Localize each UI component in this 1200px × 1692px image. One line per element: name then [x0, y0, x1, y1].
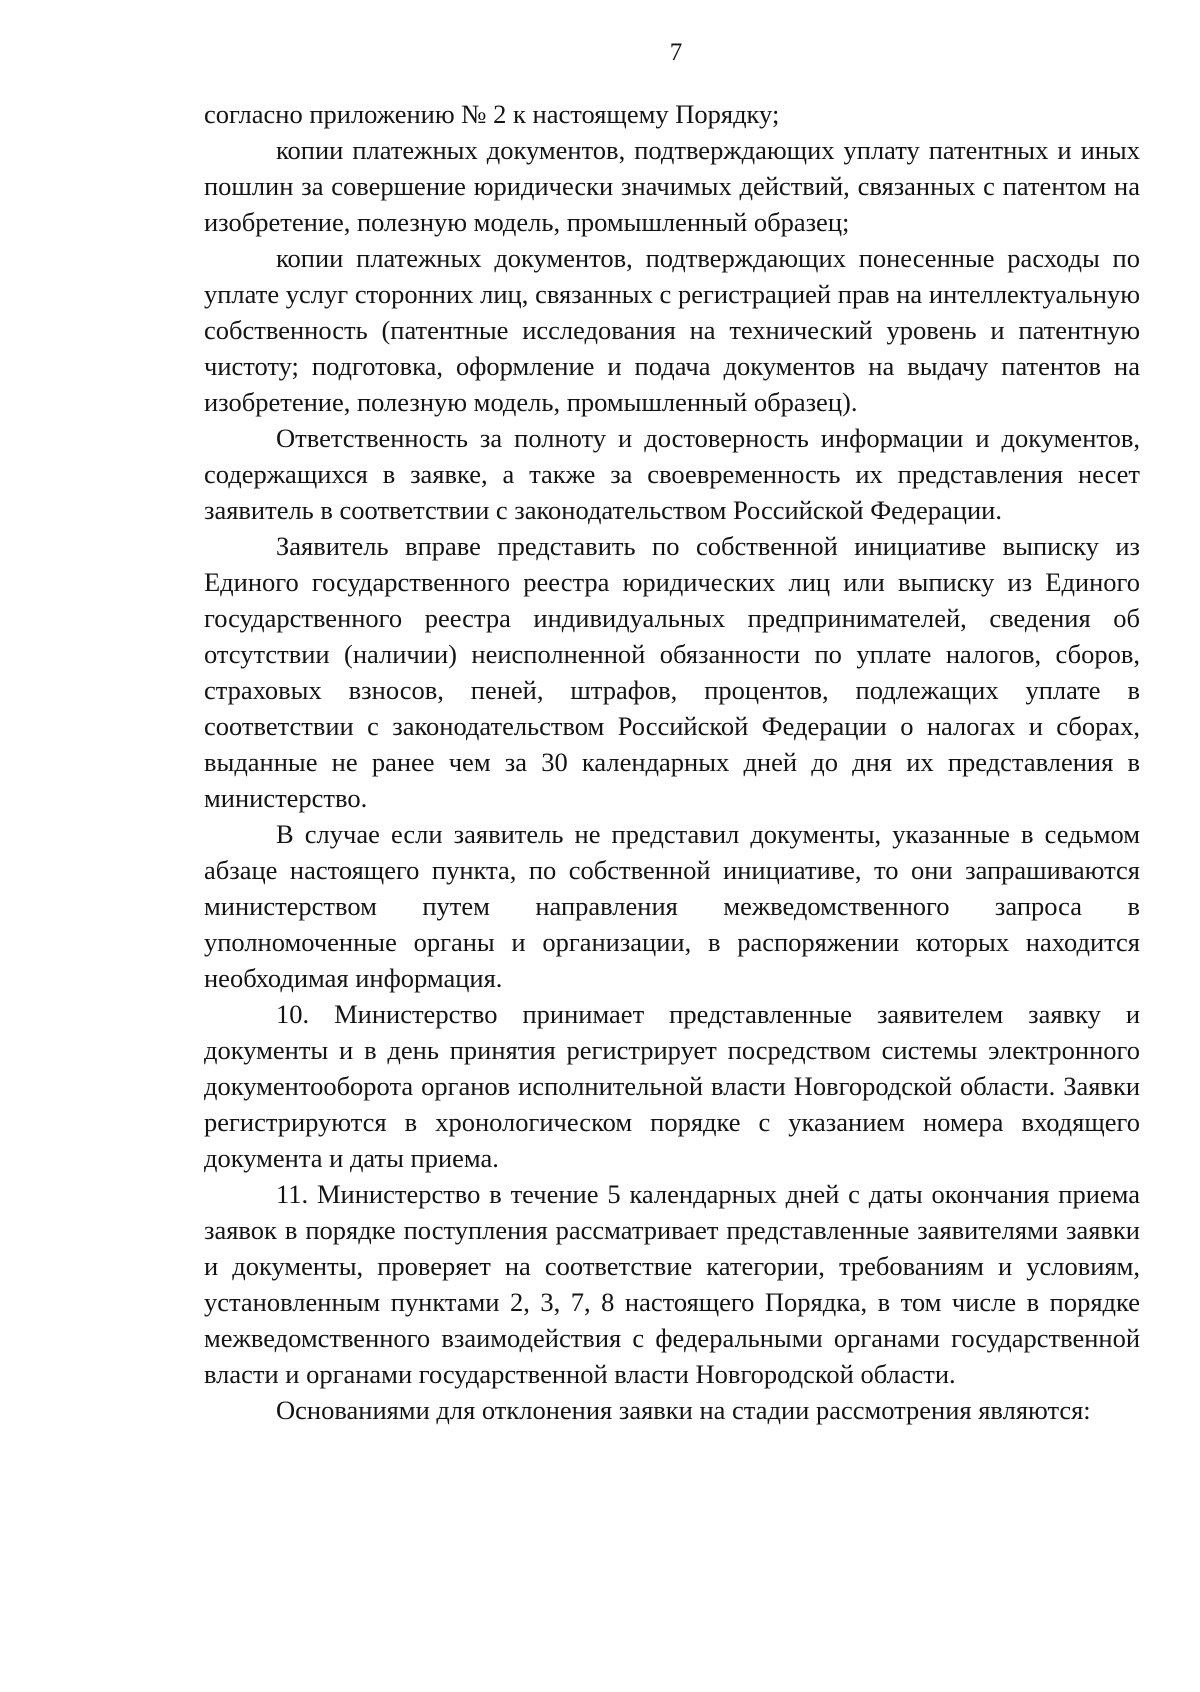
paragraph-third-party-service-payments: копии платежных документов, подтверждающих понесенные расходы по уплате услуг сторонних лиц, связанных с регистрацией прав на интеллектуальную собственность (патентные исследования на технический уровень и патентную чистоту; подготовка, оформление и подача документов на выдачу патентов на изобретение, полезную модель, промышленный образец). — [204, 243, 1140, 417]
paragraph-item-11-review: 11. Министерство в течение 5 календарных дней с даты окончания приема заявок в порядке поступления рассматривает представленные заявителями заявки и документы, проверяет на соответствие категории, требованиям и условиям, установленным пунктами 2, 3, 7, 8 настоящего Порядка, в том числе в порядке межведомственного взаимодействия с федеральными органами государственной власти и органами государственной власти Новгородской области. — [204, 1179, 1140, 1389]
paragraph-applicant-responsibility: Ответственность за полноту и достоверность информации и документов, содержащихся в заявке, а также за своевременность их представления несет заявитель в соответствии с законодательством Российской Федерации. — [204, 423, 1140, 525]
document-body — [204, 96, 1140, 1428]
paragraph-optional-registry-extracts: Заявитель вправе представить по собственной инициативе выписку из Единого государственного реестра юридических лиц или выписку из Единого государственного реестра индивидуальных предпринимателей, сведения об отсутствии (наличии) неисполненной обязанности по уплате налогов, сборов, страховых взносов, пеней, штрафов, процентов, подлежащих уплате в соответствии с законодательством Российской Федерации о налогах и сборах, выданные не ранее чем за 30 календарных дней до дня их представления в министерство. — [204, 531, 1140, 813]
paragraph-item-10-registration: 10. Министерство принимает представленные заявителем заявку и документы и в день принятия регистрирует посредством системы электронного документооборота органов исполнительной власти Новгородской области. Заявки регистрируются в хронологическом порядке с указанием номера входящего документа и даты приема. — [204, 999, 1140, 1173]
paragraph-attachment-reference: согласно приложению № 2 к настоящему Порядку; — [204, 99, 780, 129]
paragraph-interagency-requests: В случае если заявитель не представил документы, указанные в седьмом абзаце настоящего пункта, по собственной инициативе, то они запрашиваются министерством путем направления межведомственного запроса в уполномоченные органы и организации, в распоряжении которых находится необходимая информация. — [204, 819, 1140, 993]
paragraph-patent-fee-payments: копии платежных документов, подтверждающих уплату патентных и иных пошлин за совершение юридически значимых действий, связанных с патентом на изобретение, полезную модель, промышленный образец; — [204, 135, 1140, 237]
paragraph-rejection-grounds: Основаниями для отклонения заявки на стадии рассмотрения являются: — [276, 1395, 1091, 1425]
page-number: 7 — [669, 39, 683, 66]
